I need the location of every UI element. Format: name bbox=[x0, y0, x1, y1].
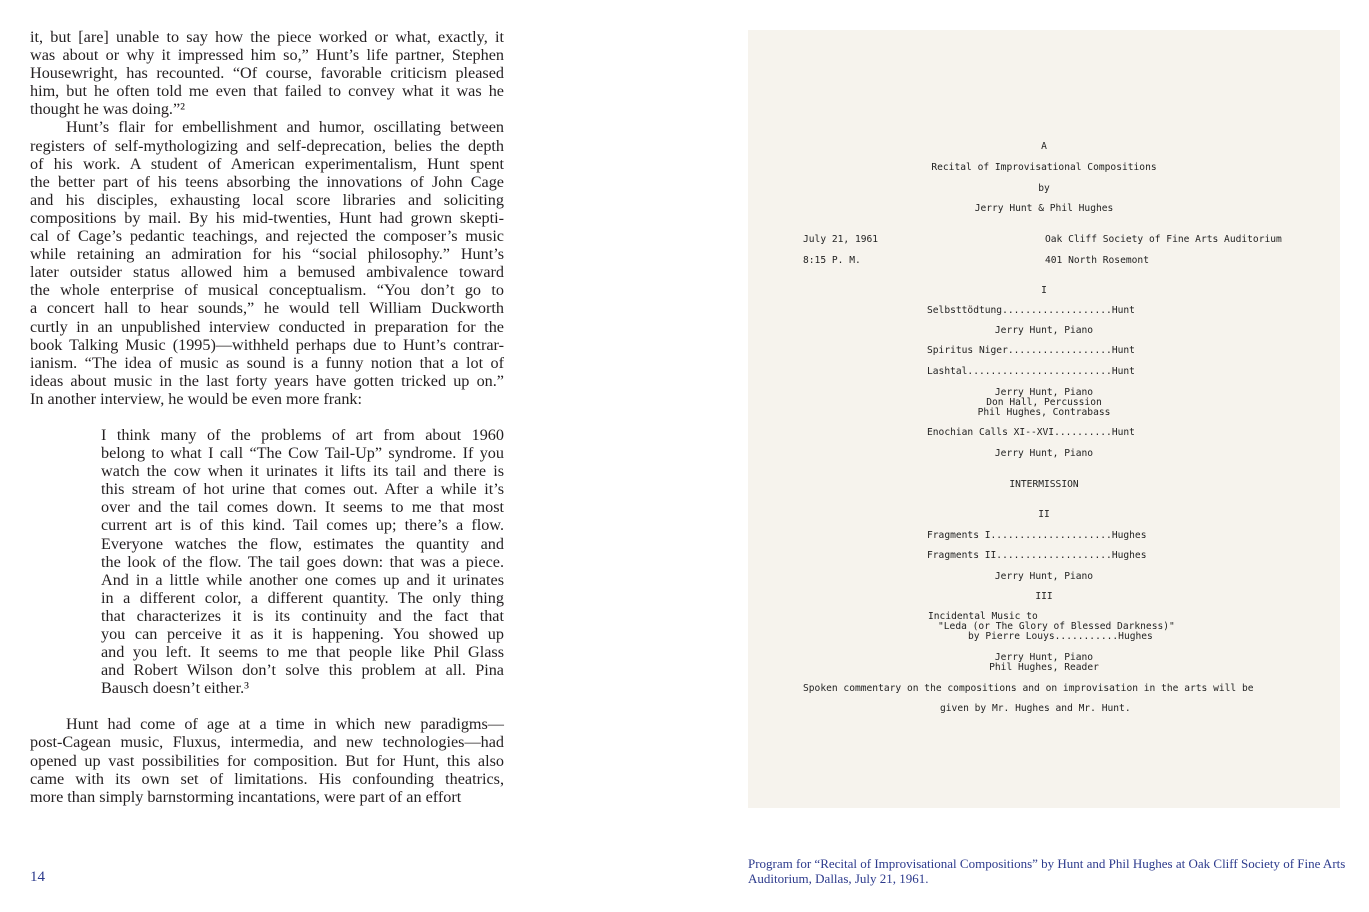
text-line: of his work. A student of American experimentalism, Hunt spent bbox=[30, 154, 504, 173]
program-commentary: given by Mr. Hughes and Mr. Hunt. bbox=[940, 703, 1131, 714]
program-credit: Jerry Hunt, Piano bbox=[994, 325, 1094, 336]
part-3-heading: III bbox=[1035, 591, 1053, 602]
program-item: "Leda (or The Glory of Blessed Darkness)" bbox=[938, 621, 1175, 632]
text-line: the whole enterprise of musical conceptualism. “You don’t go to bbox=[30, 281, 504, 300]
text-line: the better part of his teens absorbing the innovations of John Cage bbox=[30, 172, 504, 191]
program-performers: Jerry Hunt & Phil Hughes bbox=[974, 203, 1114, 214]
program-item: Lashtal.........................Hunt bbox=[927, 366, 1135, 377]
program-credit: Jerry Hunt, Piano bbox=[994, 387, 1094, 398]
program-item: Fragments I.....................Hughes bbox=[927, 530, 1147, 541]
text-line: and you left. It seems to me that people like Phil Glass bbox=[101, 643, 504, 662]
paragraph-1 bbox=[30, 28, 504, 118]
text-line: you can perceive it as it is happening. You showed up bbox=[101, 625, 504, 643]
text-line: and Robert Wilson don’t solve this problem at all. Pina bbox=[101, 661, 504, 680]
text-line: a concert hall to hear sounds,” he would tell William Duckworth bbox=[30, 299, 504, 318]
text-line: opened up vast possibilities for composition. But for Hunt, this also bbox=[30, 751, 504, 770]
text-line: this stream of hot urine that comes out. After a while it’s bbox=[101, 480, 504, 499]
text-line: over and the tail comes down. It seems to me that most bbox=[101, 498, 504, 517]
text-line: later outsider status allowed him a bemused ambivalence toward bbox=[30, 263, 504, 282]
text-line: compositions by mail. By his mid-twenties, Hunt had grown skepti- bbox=[30, 208, 504, 227]
text-line: post-Cagean music, Fluxus, intermedia, and new technologies—had bbox=[30, 733, 504, 752]
page-number: 14 bbox=[30, 869, 45, 885]
program-credit: Jerry Hunt, Piano bbox=[994, 652, 1094, 663]
program-item: Selbsttödtung...................Hunt bbox=[927, 305, 1135, 316]
text-line: curtly in an unpublished interview conducted in preparation for the bbox=[30, 317, 504, 336]
text-line: thought he was doing.”² bbox=[30, 100, 186, 119]
program-item: Enochian Calls XI--XVI..........Hunt bbox=[927, 427, 1135, 438]
program-date: July 21, 1961 bbox=[803, 234, 879, 245]
program-item: Spiritus Niger..................Hunt bbox=[927, 345, 1135, 356]
program-item: Fragments II....................Hughes bbox=[927, 550, 1147, 561]
program-item: by Pierre Louys...........Hughes bbox=[968, 631, 1153, 642]
program-credit: Phil Hughes, Contrabass bbox=[977, 407, 1111, 418]
text-line: that characterizes it is its continuity and the fact that bbox=[101, 606, 504, 625]
program-credit: Don Hall, Percussion bbox=[986, 397, 1102, 408]
intermission: INTERMISSION bbox=[1009, 479, 1079, 490]
program-by: by bbox=[1038, 183, 1050, 194]
text-line: And in a little while another one comes up and it urinates bbox=[101, 570, 504, 589]
text-line: I think many of the problems of art from about 1960 bbox=[101, 425, 504, 444]
part-1-heading: I bbox=[1041, 285, 1047, 296]
program-a: A bbox=[1041, 141, 1047, 152]
program-title: Recital of Improvisational Compositions bbox=[931, 162, 1157, 173]
text-line: In another interview, he would be even more frank: bbox=[30, 389, 363, 408]
text-line: the look of the flow. The tail goes down: that was a piece. bbox=[101, 552, 504, 571]
text-line: Everyone watches the flow, estimates the quantity and bbox=[101, 534, 504, 553]
text-line: ianism. “The idea of music as sound is a funny notion that a lot of bbox=[30, 353, 504, 372]
text-line: current art is of this kind. Tail comes up; there’s a flow. bbox=[101, 516, 504, 535]
text-line: cal of Cage’s pedantic teachings, and rejected the composer’s music bbox=[30, 227, 504, 246]
text-line: while retaining an admiration for his “social philosophy.” Hunt’s bbox=[30, 245, 504, 264]
program-venue: Oak Cliff Society of Fine Arts Auditorium bbox=[1045, 234, 1282, 245]
left-page-text bbox=[30, 28, 504, 806]
text-line: and his disciples, exhausting local score libraries and soliciting bbox=[30, 190, 504, 209]
text-line: in a different color, a different quantity. The only thing bbox=[101, 588, 504, 607]
program-address: 401 North Rosemont bbox=[1045, 255, 1149, 266]
blockquote bbox=[101, 426, 504, 697]
program-item: Incidental Music to bbox=[928, 611, 1038, 622]
program-image bbox=[748, 30, 1340, 808]
text-line: him, but he often told me even that failed to convey what it was he bbox=[30, 82, 504, 101]
part-2-heading: II bbox=[1038, 509, 1050, 520]
program-credit: Phil Hughes, Reader bbox=[989, 662, 1099, 673]
program-time: 8:15 P. M. bbox=[803, 255, 861, 266]
text-line: Hunt had come of age at a time in which new paradigms— bbox=[66, 715, 504, 734]
text-line: belong to what I call “The Cow Tail-Up” syndrome. If you bbox=[101, 444, 504, 463]
text-line: it, but [are] unable to say how the piece worked or what, exactly, it bbox=[30, 28, 504, 46]
text-line: came with its own set of limitations. His confounding theatrics, bbox=[30, 769, 504, 788]
program-credit: Jerry Hunt, Piano bbox=[994, 571, 1094, 582]
text-line: Housewright, has recounted. “Of course, favorable criticism pleased bbox=[30, 64, 504, 83]
program-commentary: Spoken commentary on the compositions and on improvisation in the arts will be bbox=[803, 683, 1254, 694]
figure-caption: Program for “Recital of Improvisational Compositions” by Hunt and Phil Hughes at Oak Cliff Society of Fine Arts Auditorium, Dallas, July 21, 1961. bbox=[748, 856, 1346, 886]
paragraph-3 bbox=[30, 715, 504, 805]
text-line: more than simply barnstorming incantations, were part of an effort bbox=[30, 787, 462, 806]
program-credit: Jerry Hunt, Piano bbox=[994, 448, 1094, 459]
text-line: book Talking Music (1995)—withheld perhaps due to Hunt’s contrar- bbox=[30, 335, 504, 354]
text-line: was about or why it impressed him so,” Hunt’s life partner, Stephen bbox=[30, 46, 504, 65]
text-line: Bausch doesn’t either.³ bbox=[101, 679, 249, 698]
paragraph-2 bbox=[30, 118, 504, 408]
text-line: registers of self-mythologizing and self-deprecation, belies the depth bbox=[30, 136, 504, 155]
text-line: ideas about music in the last forty years have gotten tricked up on.” bbox=[30, 371, 504, 390]
text-line: Hunt’s flair for embellishment and humor, oscillating between bbox=[66, 118, 504, 137]
text-line: watch the cow when it urinates it lifts its tail and there is bbox=[101, 462, 504, 481]
